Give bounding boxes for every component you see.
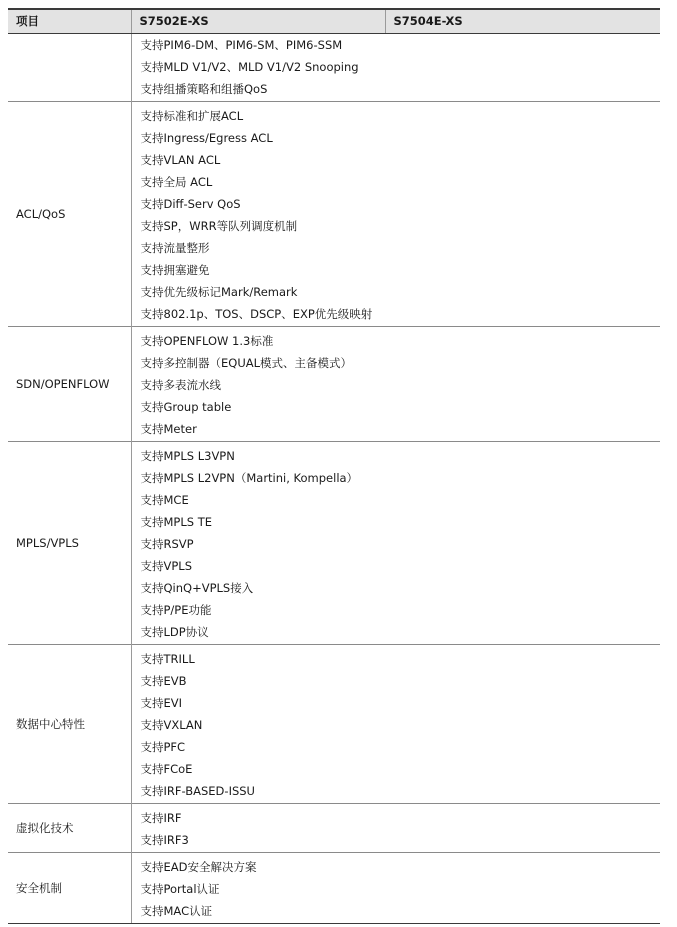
feature-item: 支持IRF bbox=[140, 810, 182, 825]
feature-list bbox=[141, 645, 386, 803]
feature-item: 支持IRF-BASED-ISSU bbox=[140, 783, 255, 798]
category-cell: 虚拟化技术 bbox=[8, 803, 131, 852]
feature-item: 支持VXLAN bbox=[140, 717, 203, 732]
feature-item: 支持EAD安全解决方案 bbox=[140, 859, 257, 874]
table-header bbox=[8, 9, 660, 33]
category-cell: ACL/QoS bbox=[8, 101, 131, 326]
feature-item: 支持RSVP bbox=[140, 536, 194, 551]
header-model-s7502e-xs: S7502E-XS bbox=[131, 9, 385, 33]
category-cell bbox=[8, 33, 131, 101]
table-row bbox=[8, 803, 660, 852]
feature-item: 支持MPLS L3VPN bbox=[140, 448, 235, 463]
feature-cell bbox=[131, 326, 385, 441]
feature-item: 支持TRILL bbox=[140, 651, 195, 666]
feature-cell bbox=[131, 644, 385, 803]
header-model-s7504e-xs: S7504E-XS bbox=[385, 9, 660, 33]
feature-item: 支持LDP协议 bbox=[140, 624, 209, 639]
table-row bbox=[8, 33, 660, 101]
feature-item: 支持多控制器（EQUAL模式、主备模式） bbox=[140, 355, 353, 370]
empty-cell bbox=[385, 441, 660, 644]
feature-item: 支持QinQ+VPLS接入 bbox=[140, 580, 254, 595]
feature-list bbox=[141, 102, 386, 326]
feature-item: 支持EVI bbox=[140, 695, 183, 710]
table-row bbox=[8, 101, 660, 326]
header-item: 项目 bbox=[8, 9, 131, 33]
feature-item: 支持Meter bbox=[140, 421, 197, 436]
category-cell: 安全机制 bbox=[8, 852, 131, 923]
feature-item: 支持802.1p、TOS、DSCP、EXP优先级映射 bbox=[140, 306, 373, 321]
table-row bbox=[8, 326, 660, 441]
feature-item: 支持MAC认证 bbox=[140, 903, 213, 918]
feature-list bbox=[141, 853, 386, 923]
feature-item: 支持VPLS bbox=[140, 558, 193, 573]
feature-list bbox=[141, 442, 386, 644]
feature-list bbox=[141, 327, 386, 441]
empty-cell bbox=[385, 326, 660, 441]
empty-cell bbox=[385, 644, 660, 803]
feature-item: 支持拥塞避免 bbox=[140, 262, 210, 277]
feature-item: 支持标准和扩展ACL bbox=[140, 108, 244, 123]
header-row bbox=[8, 9, 660, 33]
feature-item: 支持FCoE bbox=[140, 761, 193, 776]
feature-item: 支持多表流水线 bbox=[140, 377, 221, 392]
empty-cell bbox=[385, 33, 660, 101]
feature-item: 支持Portal认证 bbox=[140, 881, 220, 896]
feature-item: 支持SP，WRR等队列调度机制 bbox=[140, 218, 298, 233]
feature-item: 支持组播策略和组播QoS bbox=[140, 81, 268, 96]
feature-item: 支持流量整形 bbox=[140, 240, 210, 255]
feature-item: 支持MLD V1/V2、MLD V1/V2 Snooping bbox=[140, 59, 359, 74]
feature-item: 支持优先级标记Mark/Remark bbox=[140, 284, 298, 299]
feature-item: 支持VLAN ACL bbox=[140, 152, 221, 167]
feature-cell bbox=[131, 852, 385, 923]
feature-item: 支持PFC bbox=[140, 739, 186, 754]
category-cell: MPLS/VPLS bbox=[8, 441, 131, 644]
feature-item: 支持MPLS TE bbox=[140, 514, 213, 529]
feature-item: 支持PIM6-DM、PIM6-SM、PIM6-SSM bbox=[140, 37, 343, 52]
feature-item: 支持EVB bbox=[140, 673, 187, 688]
feature-list bbox=[141, 804, 386, 852]
feature-item: 支持Group table bbox=[140, 399, 232, 414]
empty-cell bbox=[385, 803, 660, 852]
feature-item: 支持Diff-Serv QoS bbox=[140, 196, 241, 211]
feature-cell bbox=[131, 803, 385, 852]
spec-table bbox=[8, 8, 660, 924]
feature-cell bbox=[131, 101, 385, 326]
category-cell: 数据中心特性 bbox=[8, 644, 131, 803]
feature-item: 支持MPLS L2VPN（Martini, Kompella） bbox=[140, 470, 359, 485]
feature-item: 支持MCE bbox=[140, 492, 189, 507]
empty-cell bbox=[385, 101, 660, 326]
empty-cell bbox=[385, 852, 660, 923]
feature-item: 支持OPENFLOW 1.3标准 bbox=[140, 333, 274, 348]
table-body bbox=[8, 33, 660, 923]
category-cell: SDN/OPENFLOW bbox=[8, 326, 131, 441]
feature-item: 支持全局 ACL bbox=[140, 174, 213, 189]
feature-list bbox=[141, 34, 386, 101]
table-row bbox=[8, 644, 660, 803]
feature-item: 支持IRF3 bbox=[140, 832, 189, 847]
table-row bbox=[8, 441, 660, 644]
feature-item: 支持P/PE功能 bbox=[140, 602, 212, 617]
table-row bbox=[8, 852, 660, 923]
feature-cell bbox=[131, 441, 385, 644]
feature-cell bbox=[131, 33, 385, 101]
feature-item: 支持Ingress/Egress ACL bbox=[140, 130, 273, 145]
